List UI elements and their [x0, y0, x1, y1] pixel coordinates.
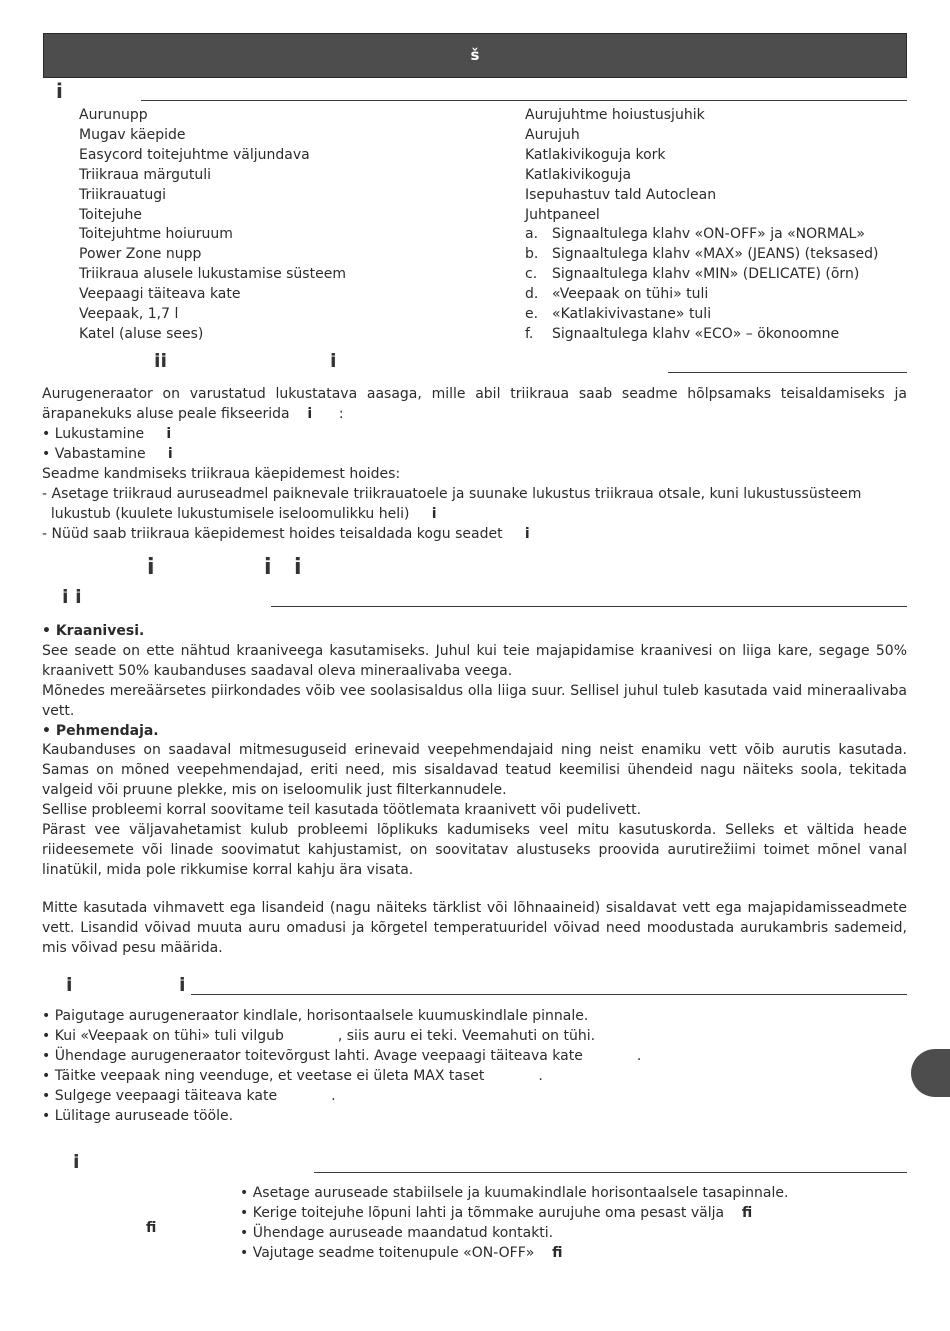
section5-heading: i: [73, 1151, 80, 1173]
part-item: Veepaak, 1,7 l: [79, 306, 179, 323]
section1-marker: i: [56, 79, 63, 103]
control-panel-letter: d.: [525, 286, 539, 303]
startup-step: • Vajutage seadme toitenupule «ON-OFF» fi: [240, 1244, 563, 1261]
section1-rule: [141, 100, 907, 101]
control-panel-letter: e.: [525, 306, 539, 323]
startup-steps: [240, 1184, 900, 1264]
section2-heading-a: ii: [154, 350, 168, 372]
softener-p2: Sellise probleemi korral soovitame teil kasutada töötlemata kraanivett või pudelivett.: [42, 802, 642, 819]
fill-step: • Kui «Veepaak on tühi» tuli vilgub , siis auru ei teki. Veemahuti on tühi.: [42, 1027, 596, 1044]
control-panel-item: [525, 285, 878, 305]
lock-text: Aurugeneraator on varustatud lukustatava aasaga, mille abil triikraua saab seadme hõlpsamaks teisaldamiseks ja ärapanekuks aluse peale fikseerida: [42, 386, 907, 422]
softener-p1: Kaubanduses on saadaval mitmesuguseid erinevaid veepehmendajaid ning neist enamiku vett võib aurutis kasutada. Samas on mõned veepehmendajad, eriti need, mis sisaldavad teatud keemilisi ühendeid nagu näiteks soola, tekitada valgeid või pruune plekke, mis on iseloomulik just filterkannudele.: [42, 742, 907, 799]
part-item: Aurujuhtme hoiustusjuhik: [525, 107, 705, 123]
section5-rule: [314, 1172, 907, 1173]
section2-rule: [668, 372, 907, 373]
tap-water-p2: Mõnedes mereäärsetes piirkondades võib vee soolasisaldus olla liiga suur. Sellisel juhul tuleb kasutada vaid mineraalivaba vett.: [42, 682, 907, 719]
startup-step: • Kerige toitejuhe lõpuni lahti ja tõmmake aurujuhe oma pesast välja fi: [240, 1204, 753, 1221]
unlock-item: • Vabastamine i: [42, 445, 173, 462]
section3-heading-b: i: [264, 555, 272, 580]
lock-colon: :: [338, 405, 344, 422]
warning-paragraph: Mitte kasutada vihmavett ega lisandeid (nagu näiteks tärklist või lõhnaaineid) sisaldavat vett ega majapidamisseadmete vett. Lisandid võivad muuta auru omadusi ja kõrgetel temperatuuridel võivad need moodustada aurukambris sademeid, mis võivad pesu määrida.: [42, 900, 907, 956]
page-tab: [911, 1049, 950, 1097]
section4-heading-a: i: [66, 974, 73, 996]
lock-paragraph: [42, 385, 907, 425]
control-panel-label: «Katlakivivastane» tuli: [552, 306, 712, 323]
page-banner: š: [43, 33, 907, 78]
startup-step: • Ühendage auruseade maandatud kontakti.: [240, 1224, 554, 1241]
part-item: Aurujuh: [525, 126, 580, 143]
fill-step: • Täitke veepaak ning veenduge, et veetase ei ületa MAX taset .: [42, 1067, 543, 1084]
control-panel-item: [525, 325, 878, 345]
section3-heading-a: i: [147, 555, 155, 580]
control-panel-letter: b.: [525, 246, 539, 263]
softener-p3: Pärast vee väljavahetamist kulub probleemi lõplikuks kadumiseks veel mitu kasutuskorda. Selleks et vältida heade riideesemete või linade soovimatut kahjustamist, on soovitatav alustuseks proovida aurutirežiimi toimet mõnel vanal linatükil, mida pole rikkumise korral kahju ära visata.: [42, 822, 907, 878]
tap-water-p1: See seade on ette nähtud kraaniveega kasutamiseks. Juhul kui teie majapidamise kraanivesi on liiga kare, segage 50% kraanivett 50% kaubanduses saadaval oleva mineraalivaba veega.: [42, 642, 907, 679]
section3-subheading: i i: [62, 586, 82, 608]
fill-step: • Paigutage aurugeneraator kindlale, horisontaalsele kuumuskindlale pinnale.: [42, 1008, 589, 1024]
control-panel-item: [525, 305, 878, 325]
part-item: Juhtpaneel: [525, 206, 600, 223]
section4-heading-b: i: [179, 974, 186, 996]
control-panel-letter: f.: [525, 325, 534, 342]
lock-item: • Lukustamine i: [42, 426, 172, 442]
section5-left-marker: fi: [146, 1220, 157, 1236]
section3-rule: [271, 606, 907, 607]
control-panel-label: Signaaltulega klahv «ON-OFF» ja «NORMAL»: [552, 226, 865, 243]
control-panel-item: [525, 245, 878, 265]
parts-list-left: [79, 106, 346, 345]
control-panel-label: Signaaltulega klahv «ECO» – ökonoomne: [552, 325, 840, 342]
control-panel-item: [525, 265, 878, 285]
lock-marker: i: [307, 405, 313, 422]
part-item: Toitejuhe: [79, 206, 142, 223]
section4-rule: [191, 994, 907, 995]
part-item: Triikrauatugi: [79, 186, 167, 203]
fill-step: • Ühendage aurugeneraator toitevõrgust lahti. Avage veepaagi täiteava kate .: [42, 1047, 642, 1064]
section2-heading-b: i: [330, 350, 337, 372]
fill-step: • Lülitage auruseade tööle.: [42, 1107, 234, 1124]
water-section: [42, 622, 907, 881]
fill-step: • Sulgege veepaagi täiteava kate .: [42, 1087, 336, 1104]
tap-water-title: • Kraanivesi.: [42, 623, 145, 639]
part-item: Mugav käepide: [79, 126, 186, 143]
carry-step2: - Nüüd saab triikraua käepidemest hoides teisaldada kogu seadet i: [42, 525, 530, 542]
part-item: Triikraua alusele lukustamise süsteem: [79, 266, 346, 283]
softener-title: • Pehmendaja.: [42, 722, 159, 739]
part-item: Veepaagi täiteava kate: [79, 286, 241, 303]
control-panel-label: «Veepaak on tühi» tuli: [552, 286, 709, 303]
part-item: Toitejuhtme hoiuruum: [79, 226, 233, 243]
control-panel-label: Signaaltulega klahv «MIN» (DELICATE) (õrn): [552, 266, 860, 283]
part-item: Katlakivikoguja kork: [525, 146, 666, 163]
fill-steps: [42, 1007, 912, 1126]
part-item: Katel (aluse sees): [79, 325, 204, 342]
parts-list-right: [525, 106, 878, 345]
part-item: Easycord toitejuhtme väljundava: [79, 146, 310, 163]
startup-step: • Asetage auruseade stabiilsele ja kuumakindlale horisontaalsele tasapinnale.: [240, 1185, 789, 1201]
control-panel-letter: a.: [525, 226, 539, 243]
carry-intro: Seadme kandmiseks triikraua käepidemest hoides:: [42, 465, 401, 482]
part-item: Isepuhastuv tald Autoclean: [525, 186, 717, 203]
lock-steps: [42, 425, 912, 485]
control-panel-label: Signaaltulega klahv «MAX» (JEANS) (teksased): [552, 246, 879, 263]
part-item: Triikraua märgutuli: [79, 166, 212, 183]
section3-heading-c: i: [294, 555, 302, 580]
part-item: Katlakivikoguja: [525, 166, 632, 183]
part-item: Aurunupp: [79, 107, 148, 123]
control-panel-letter: c.: [525, 266, 538, 283]
control-panel-item: [525, 225, 878, 245]
carry-step1-continued: lukustub (kuulete lukustumisele iseloomulikku heli) i - Nüüd saab triikraua käepidemest hoides teisaldada kogu seadet i: [42, 505, 912, 545]
carry-step1: - Asetage triikraud auruseadmel paiknevale triikrauatoele ja suunake lukustus triikraua otsale, kuni lukustussüsteem: [42, 486, 862, 502]
part-item: Power Zone nupp: [79, 246, 202, 263]
